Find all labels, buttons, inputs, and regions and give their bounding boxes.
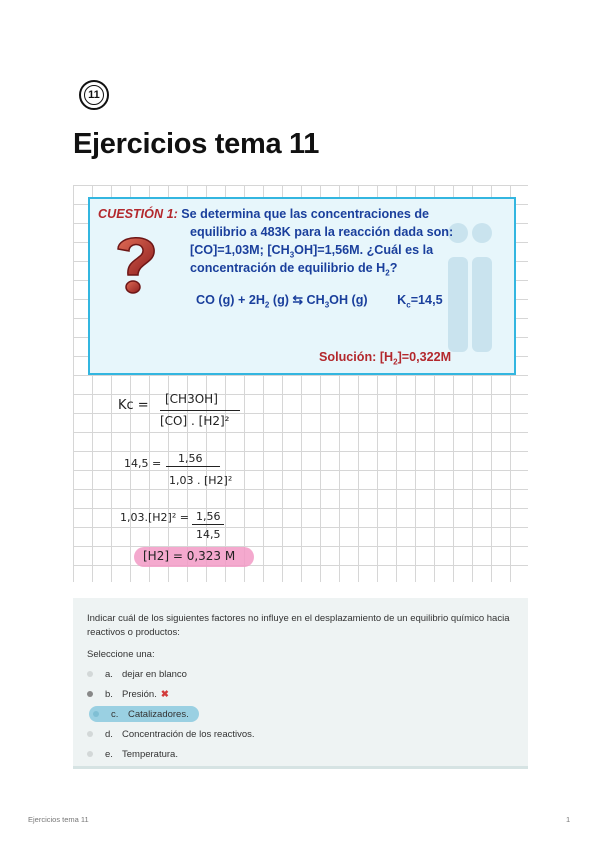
option-letter: c. — [111, 708, 119, 720]
quiz-question-text: Indicar cuál de los siguientes factores no influye en el desplazamiento de un equilibrio químico hacia reactivos o productos: — [87, 613, 510, 638]
question-line-3 — [190, 243, 433, 260]
option-letter: e. — [105, 748, 113, 760]
page-title: Ejercicios tema 11 — [73, 128, 320, 160]
hw-numerator-3: 1,56 — [196, 510, 221, 523]
question-text-3b: OH]=1,56M. ¿Cuál es la — [294, 243, 434, 257]
question-text-1: Se determina que las concentraciones de — [181, 207, 430, 221]
reaction-equation — [196, 292, 443, 310]
question-text-4a: concentración de equilibrio de H — [190, 261, 386, 275]
quiz-option-a[interactable] — [87, 666, 187, 682]
subscript: 3 — [324, 300, 330, 310]
solution-text — [319, 350, 451, 367]
hw-fraction-bar — [192, 524, 224, 525]
option-letter: b. — [105, 688, 113, 700]
subscript: 2 — [393, 357, 398, 367]
option-letter: d. — [105, 728, 113, 740]
question-text-3a: [CO]=1,03M; [CH — [190, 243, 290, 257]
quiz-option-d[interactable] — [87, 726, 255, 742]
subscript: 2 — [385, 268, 390, 278]
question-line-2: equilibrio a 483K para la reacción dada son: — [190, 225, 454, 239]
solution-part-b: ]=0,322M — [397, 350, 452, 364]
radio-icon[interactable] — [87, 671, 93, 677]
question-card — [88, 197, 516, 375]
question-label: CUESTIÓN 1: — [98, 207, 178, 221]
solution-part-a: Solución: [H — [319, 350, 394, 364]
reaction-part-b: (g) ⇆ CH — [269, 293, 325, 307]
hw-kc-label: Kc = — [118, 398, 149, 413]
kc-symbol: K — [397, 293, 407, 307]
quiz-option-e[interactable] — [87, 746, 178, 762]
subscript: 2 — [264, 300, 270, 310]
hw-numerator-1: [CH3OH] — [165, 392, 218, 406]
hw-eq3-left: 1,03.[H2]² = — [120, 511, 189, 524]
footer-title: Ejercicios tema 11 — [28, 815, 89, 824]
option-text: Temperatura. — [122, 748, 178, 760]
incorrect-icon: ✖ — [160, 688, 169, 700]
hw-fraction-bar — [166, 466, 220, 467]
kc-value — [397, 293, 443, 310]
quiz-option-b[interactable] — [87, 686, 169, 702]
hw-numerator-2: 1,56 — [178, 452, 203, 465]
hw-denominator-1: [CO] . [H2]² — [160, 414, 230, 428]
quiz-bottom-border — [73, 766, 528, 769]
option-text: Catalizadores. — [128, 708, 189, 720]
option-text: dejar en blanco — [122, 668, 187, 680]
option-text: Concentración de los reactivos. — [122, 728, 255, 740]
hw-eq2-left: 14,5 = — [124, 457, 162, 470]
hw-fraction-bar — [160, 410, 240, 411]
question-text-4b: ? — [389, 261, 398, 275]
radio-icon[interactable] — [93, 711, 99, 717]
reaction-part-a: CO (g) + 2H — [196, 293, 265, 307]
hw-answer: [H2] = 0,323 M — [143, 549, 236, 563]
quiz-select-label: Seleccione una: — [87, 649, 155, 660]
quiz-option-c[interactable] — [89, 706, 199, 722]
subscript: c — [406, 300, 411, 310]
radio-selected-icon[interactable] — [87, 691, 93, 697]
subscript: 3 — [289, 250, 295, 260]
quiz-question-block — [73, 598, 528, 769]
radio-icon[interactable] — [87, 731, 93, 737]
reaction-part-c: OH (g) — [329, 293, 368, 307]
hw-denominator-2: 1,03 . [H2]² — [169, 474, 233, 487]
footer-page-number: 1 — [566, 815, 571, 824]
option-letter: a. — [105, 668, 113, 680]
hw-denominator-3: 14,5 — [196, 528, 221, 541]
radio-icon[interactable] — [87, 751, 93, 757]
question-line-4 — [190, 261, 397, 278]
question-mark-icon — [104, 229, 166, 301]
option-text: Presión. — [122, 688, 157, 700]
chapter-number: 11 — [84, 85, 104, 105]
chapter-badge — [79, 80, 109, 110]
kc-number: =14,5 — [410, 293, 443, 307]
question-line-1 — [98, 207, 429, 221]
